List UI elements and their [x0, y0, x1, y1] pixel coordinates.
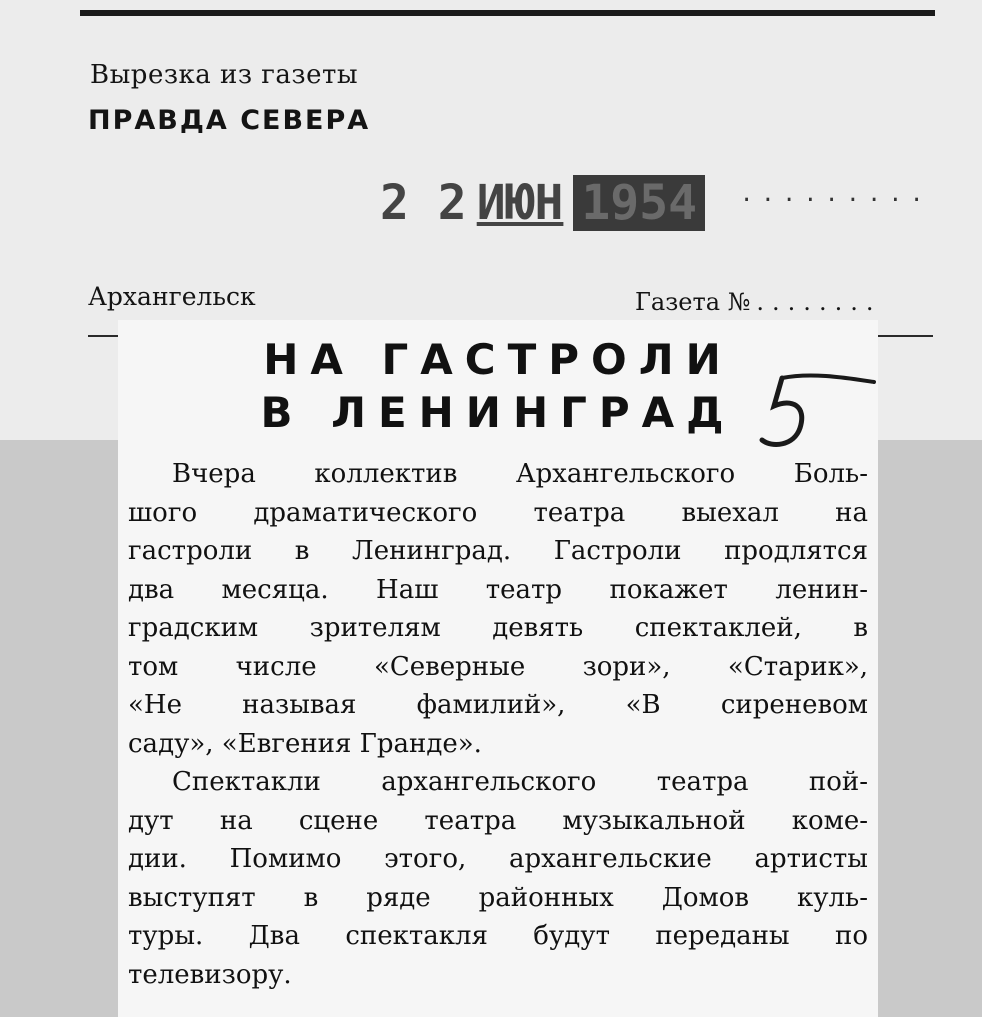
article-line: Вчера коллектив Архангельского Боль- — [172, 459, 868, 489]
slip-label: Вырезка из газеты — [90, 60, 359, 90]
top-rule — [80, 10, 935, 16]
newspaper-name: ПРАВДА СЕВЕРА — [88, 105, 371, 136]
article-line: телевизору. — [128, 959, 292, 990]
stamp-year: 1954 — [573, 175, 705, 231]
newspaper-number-dots: ........ — [756, 288, 882, 316]
article-line: градским зрителям девять спектаклей, в — [128, 613, 868, 643]
article-line: Спектакли архангельского театра пой- — [172, 767, 868, 797]
stamp-dots: ......... — [740, 182, 932, 207]
date-stamp — [380, 170, 932, 236]
article-line: том числе «Северные зори», «Старик», — [128, 651, 868, 682]
article-line: саду», «Евгения Гранде». — [128, 728, 482, 759]
article-line: два месяца. Наш театр покажет ленин- — [128, 574, 868, 605]
article-line: дут на сцене театра музыкальной коме- — [128, 805, 868, 836]
stamp-month: ИЮН — [476, 175, 564, 231]
article-line: шого драматического театра выехал на — [128, 497, 868, 528]
article-line: гастроли в Ленинград. Гастроли продлятся — [128, 536, 868, 566]
newspaper-number-label: Газета № — [635, 288, 751, 316]
headline-line-1: НА ГАСТРОЛИ — [263, 335, 733, 384]
city-label: Архангельск — [88, 282, 256, 311]
article-body — [128, 455, 868, 994]
newspaper-number — [635, 288, 881, 316]
article-line: туры. Два спектакля будут переданы по — [128, 921, 868, 951]
handwritten-mark — [752, 358, 877, 458]
stamp-day: 2 2 — [380, 175, 467, 231]
article-line: «Не называя фамилий», «В сиреневом — [128, 690, 868, 720]
headline-line-2: В ЛЕНИНГРАД — [260, 388, 736, 437]
article-line: выступят в ряде районных Домов куль- — [128, 882, 868, 913]
article-line: дии. Помимо этого, архангельские артисты — [128, 844, 868, 874]
